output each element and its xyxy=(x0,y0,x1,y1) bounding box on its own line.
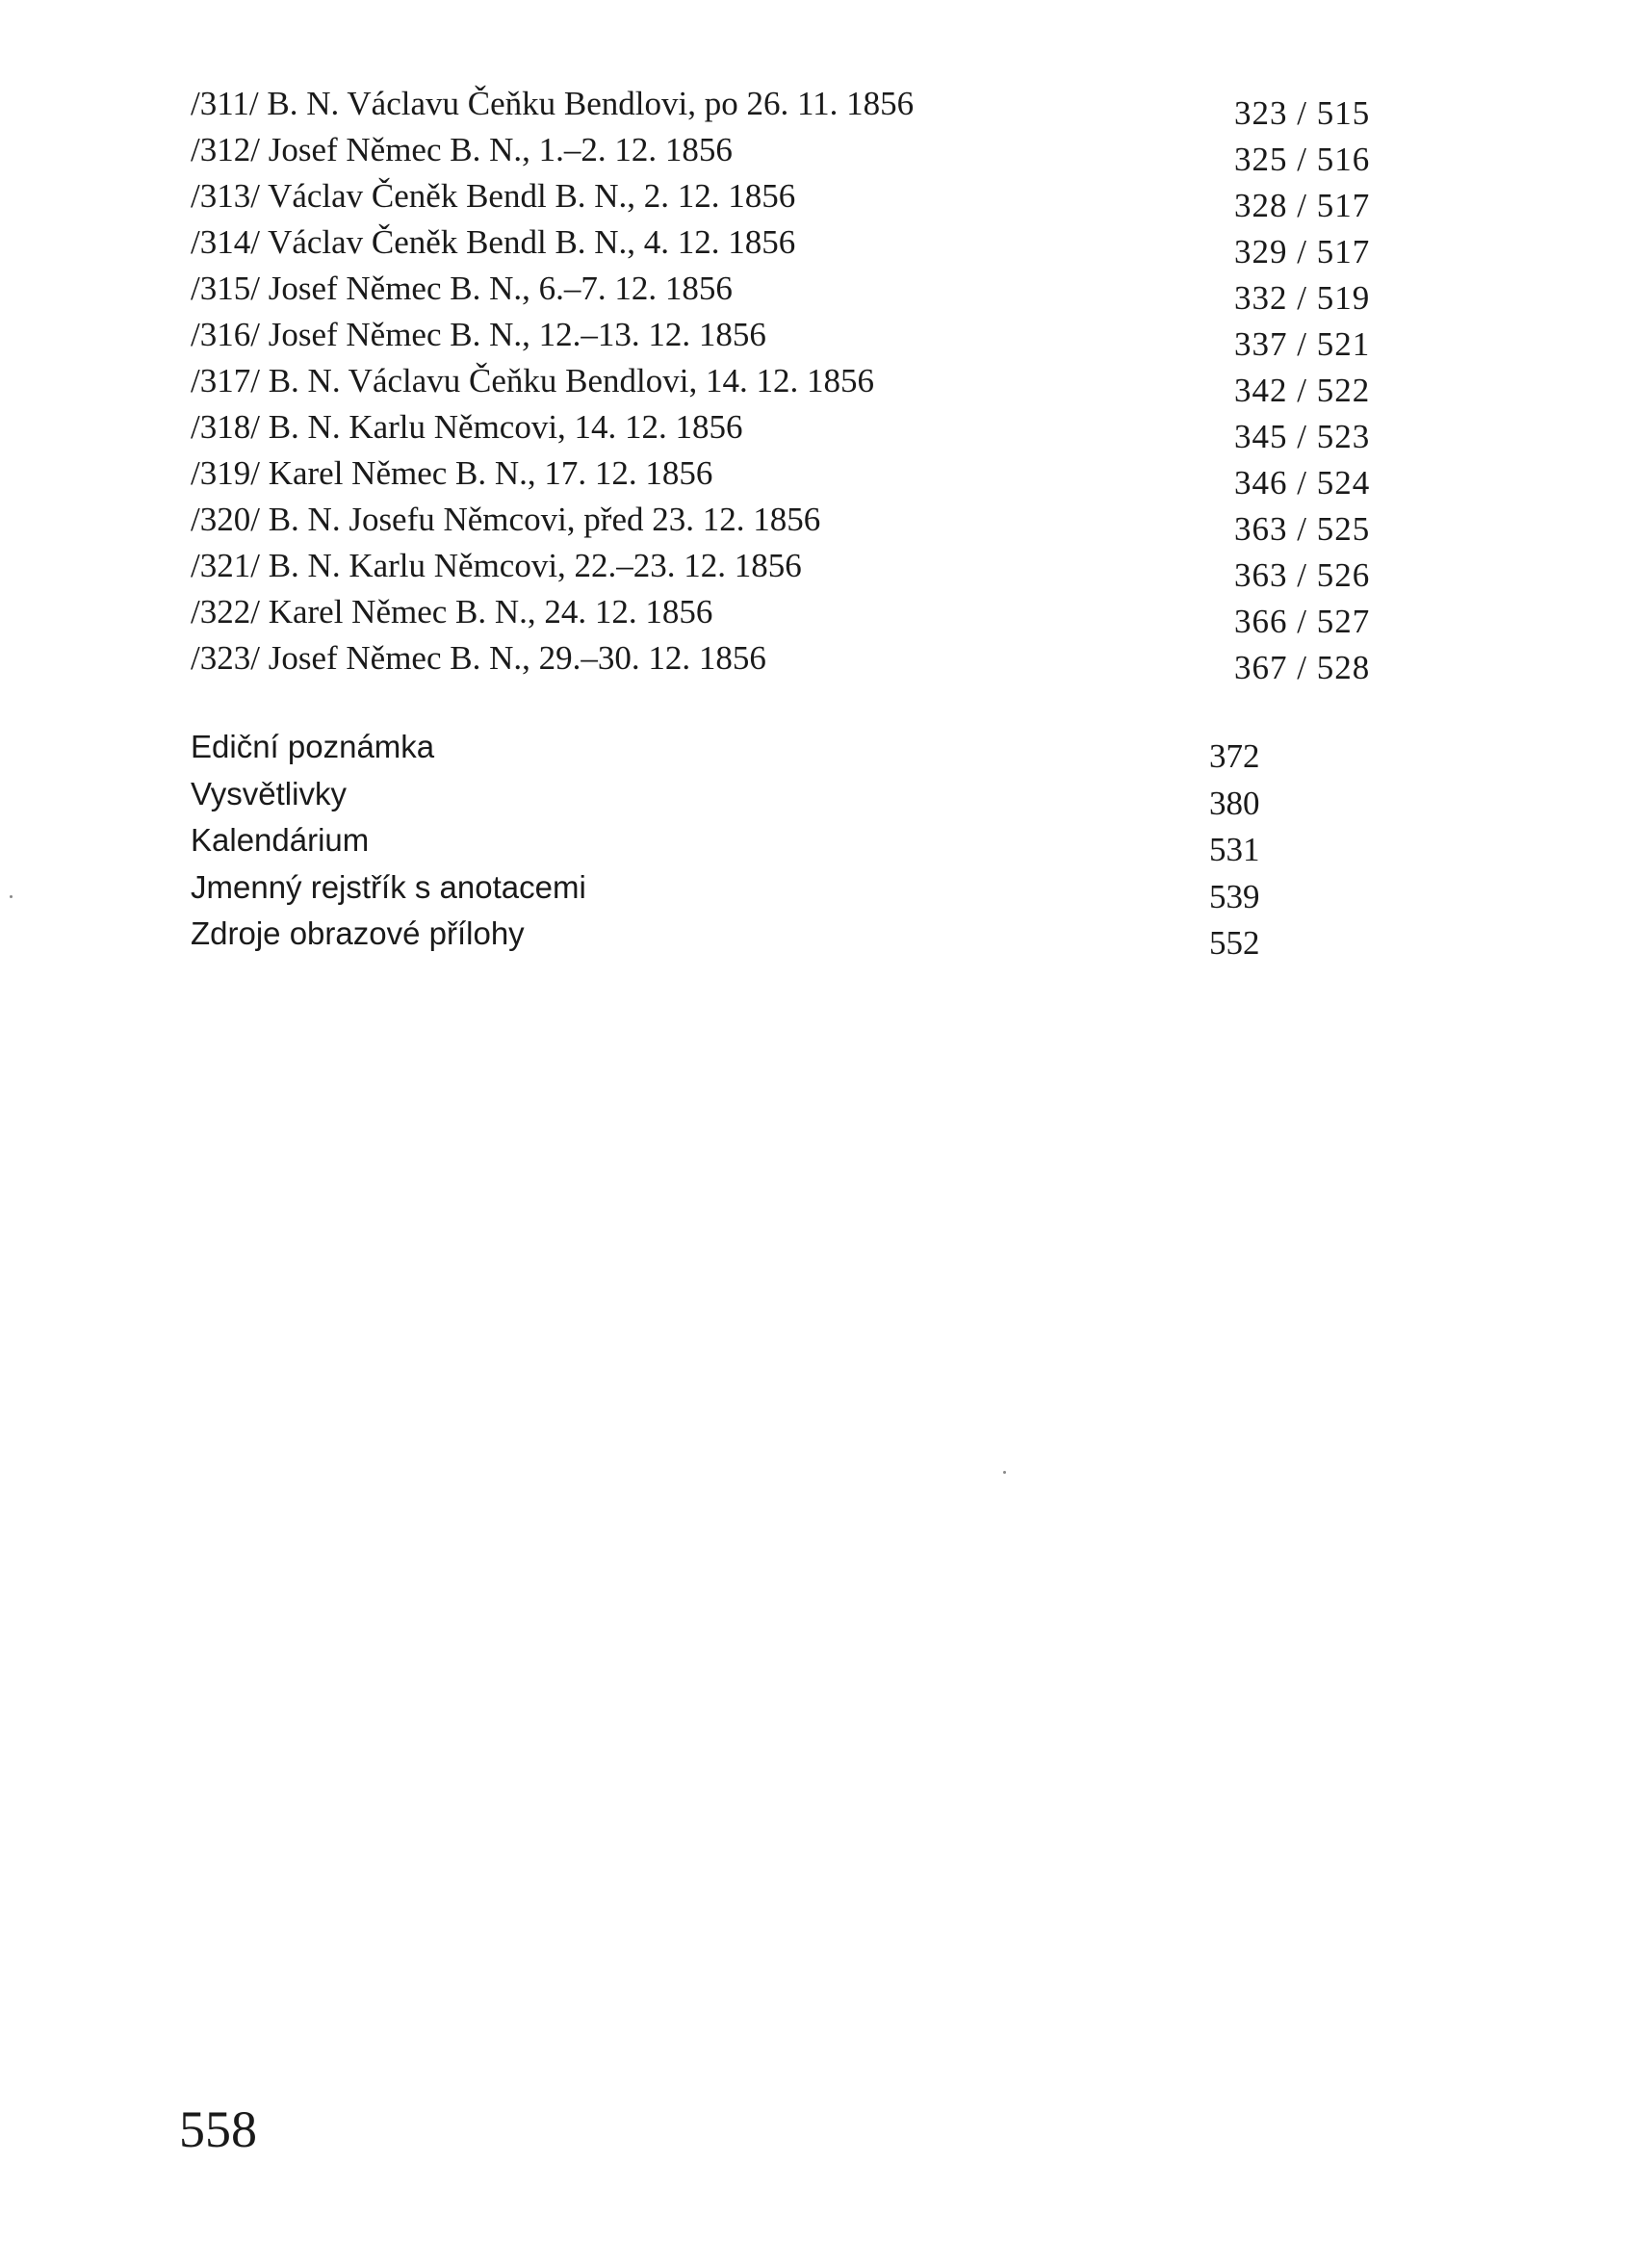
page-number: 558 xyxy=(179,2100,257,2158)
entry-title: /320/ B. N. Josefu Němcovi, před 23. 12. 1856 xyxy=(191,501,821,538)
appendix-entry xyxy=(191,771,1404,822)
entry-title: /322/ Karel Němec B. N., 24. 12. 1856 xyxy=(191,593,713,631)
appendix-title: Zdroje obrazové přílohy xyxy=(191,915,525,951)
scan-speck xyxy=(10,895,13,898)
entry-pages: 328 / 517 xyxy=(1234,187,1371,224)
entry-title: /317/ B. N. Václavu Čeňku Bendlovi, 14. 12. 1856 xyxy=(191,362,874,399)
appendix-title: Jmenný rejstřík s anotacemi xyxy=(191,868,586,905)
entry-pages: 363 / 526 xyxy=(1234,556,1371,594)
appendix-entry xyxy=(191,911,1404,962)
entry-title: /314/ Václav Čeněk Bendl B. N., 4. 12. 1856 xyxy=(191,223,796,261)
toc-entry xyxy=(191,589,1404,640)
toc-entry xyxy=(191,358,1404,409)
appendix-title: Kalendárium xyxy=(191,822,370,858)
entry-pages: 346 / 524 xyxy=(1234,464,1371,502)
appendix-title: Ediční poznámka xyxy=(191,729,435,764)
toc-entry xyxy=(191,635,1404,686)
appendix-entry xyxy=(191,724,1404,775)
appendix-entry xyxy=(191,817,1404,868)
entry-title: /311/ B. N. Václavu Čeňku Bendlovi, po 26. 11. 1856 xyxy=(191,85,915,122)
entry-title: /318/ B. N. Karlu Němcovi, 14. 12. 1856 xyxy=(191,408,743,446)
toc-entry xyxy=(191,81,1404,132)
toc-entry xyxy=(191,497,1404,548)
appendix-page: 552 xyxy=(1209,924,1260,962)
toc-entry xyxy=(191,219,1404,270)
entry-title: /312/ Josef Němec B. N., 1.–2. 12. 1856 xyxy=(191,131,733,168)
entry-pages: 323 / 515 xyxy=(1234,94,1371,132)
entry-title: /315/ Josef Němec B. N., 6.–7. 12. 1856 xyxy=(191,270,733,307)
entry-pages: 329 / 517 xyxy=(1234,233,1371,270)
toc-entry xyxy=(191,404,1404,455)
scan-speck xyxy=(1003,1471,1006,1474)
appendix-title: Vysvětlivky xyxy=(191,775,347,811)
toc-entry xyxy=(191,127,1404,178)
entry-pages: 342 / 522 xyxy=(1234,372,1371,409)
appendix-page: 539 xyxy=(1209,877,1260,915)
appendix-page: 531 xyxy=(1209,831,1260,868)
entry-pages: 325 / 516 xyxy=(1234,141,1371,178)
entry-title: /321/ B. N. Karlu Němcovi, 22.–23. 12. 1856 xyxy=(191,547,802,584)
entry-title: /323/ Josef Němec B. N., 29.–30. 12. 1856 xyxy=(191,639,766,677)
toc-entry xyxy=(191,543,1404,594)
appendix-entry xyxy=(191,864,1404,915)
entry-title: /313/ Václav Čeněk Bendl B. N., 2. 12. 1856 xyxy=(191,177,796,215)
entry-pages: 367 / 528 xyxy=(1234,649,1371,686)
toc-entry xyxy=(191,266,1404,317)
appendix-page: 372 xyxy=(1209,737,1260,775)
letters-contents-list xyxy=(191,81,1404,686)
entry-pages: 345 / 523 xyxy=(1234,418,1371,455)
entry-pages: 363 / 525 xyxy=(1234,510,1371,548)
entry-title: /319/ Karel Němec B. N., 17. 12. 1856 xyxy=(191,454,713,492)
entry-pages: 332 / 519 xyxy=(1234,279,1371,317)
toc-entry xyxy=(191,451,1404,502)
entry-title: /316/ Josef Němec B. N., 12.–13. 12. 1856 xyxy=(191,316,766,353)
entry-pages: 337 / 521 xyxy=(1234,325,1371,363)
entry-pages: 366 / 527 xyxy=(1234,603,1371,640)
toc-entry xyxy=(191,173,1404,224)
appendix-contents-list xyxy=(191,724,1404,962)
toc-entry xyxy=(191,312,1404,363)
appendix-page: 380 xyxy=(1209,784,1260,822)
